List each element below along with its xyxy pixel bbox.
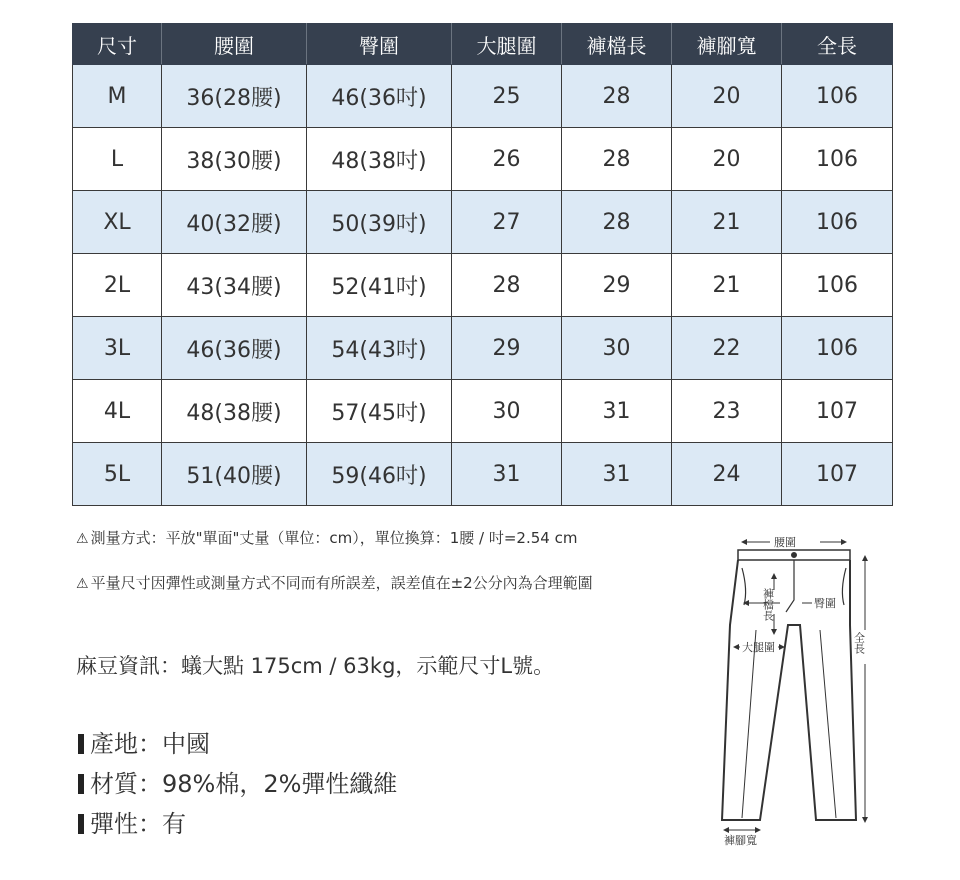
table-cell: 50(39吋) [307,191,452,254]
spec-elasticity [78,804,186,839]
table-cell: 46(36吋) [307,65,452,128]
table-cell: 23 [672,380,782,443]
table-cell: 3L [73,317,162,380]
table-cell: 43(34腰) [162,254,307,317]
bullet-bar-icon [78,814,84,834]
table-cell: 27 [452,191,562,254]
table-cell: 51(40腰) [162,443,307,506]
table-cell: 28 [562,191,672,254]
header-size: 尺寸 [73,24,162,65]
table-row [73,65,893,128]
spec-material-text: 材質：98%棉，2%彈性纖維 [90,770,398,798]
warning-icon: ⚠ [76,576,89,592]
table-cell: 26 [452,128,562,191]
table-cell: 28 [562,128,672,191]
table-cell: 106 [782,128,893,191]
size-table [72,23,893,506]
header-hem: 褲腳寬 [672,24,782,65]
table-cell: 59(46吋) [307,443,452,506]
table-row [73,254,893,317]
table-cell: 2L [73,254,162,317]
table-row [73,317,893,380]
table-cell: 30 [452,380,562,443]
warning-icon: ⚠ [76,531,89,547]
table-header-row [73,24,893,65]
table-cell: 29 [452,317,562,380]
measure-note [76,527,577,548]
spec-material [78,764,397,799]
table-cell: 54(43吋) [307,317,452,380]
table-cell: 106 [782,191,893,254]
tolerance-note [76,572,593,593]
table-cell: 29 [562,254,672,317]
table-cell: 57(45吋) [307,380,452,443]
table-cell: 30 [562,317,672,380]
table-row [73,443,893,506]
table-cell: 22 [672,317,782,380]
table-cell: 106 [782,317,893,380]
measure-note-text: 測量方式：平放"單面"丈量（單位：cm），單位換算：1腰 / 吋=2.54 cm [90,529,578,547]
table-cell: 40(32腰) [162,191,307,254]
pants-diagram [712,530,882,852]
table-cell: 106 [782,254,893,317]
table-cell: 31 [562,443,672,506]
table-cell: 38(30腰) [162,128,307,191]
table-cell: 21 [672,191,782,254]
pants-outline [722,550,856,820]
table-cell: 52(41吋) [307,254,452,317]
table-cell: M [73,65,162,128]
diagram-label-hip: 臀圍 [814,597,836,610]
table-cell: 20 [672,128,782,191]
spec-origin [78,724,210,759]
model-info: 麻豆資訊：蟻大點 175cm / 63kg，示範尺寸L號。 [76,654,555,678]
table-cell: 36(28腰) [162,65,307,128]
table-cell: L [73,128,162,191]
table-cell: 28 [562,65,672,128]
diagram-label-hem: 褲腳寬 [724,834,757,847]
table-cell: XL [73,191,162,254]
table-cell: 48(38腰) [162,380,307,443]
table-cell: 107 [782,380,893,443]
table-row [73,191,893,254]
spec-origin-text: 產地：中國 [90,730,210,758]
header-hip: 臀圍 [307,24,452,65]
table-cell: 25 [452,65,562,128]
diagram-label-crotch: 褲檔長 [761,588,775,621]
diagram-label-waist: 腰圍 [774,536,796,549]
diagram-label-thigh: 大腿圍 [742,641,775,654]
table-cell: 5L [73,443,162,506]
table-cell: 107 [782,443,893,506]
header-crotch: 褲檔長 [562,24,672,65]
spec-elasticity-text: 彈性：有 [90,810,186,838]
table-cell: 28 [452,254,562,317]
tolerance-note-text: 平量尺寸因彈性或測量方式不同而有所誤差，誤差值在±2公分內為合理範圍 [90,574,593,592]
table-cell: 4L [73,380,162,443]
table-cell: 48(38吋) [307,128,452,191]
header-waist: 腰圍 [162,24,307,65]
table-cell: 46(36腰) [162,317,307,380]
header-thigh: 大腿圍 [452,24,562,65]
bullet-bar-icon [78,774,84,794]
table-cell: 20 [672,65,782,128]
table-row [73,380,893,443]
bullet-bar-icon [78,734,84,754]
diagram-label-length: 全長 [852,632,866,654]
table-cell: 21 [672,254,782,317]
table-cell: 31 [562,380,672,443]
table-cell: 31 [452,443,562,506]
table-row [73,128,893,191]
table-cell: 24 [672,443,782,506]
header-length: 全長 [782,24,893,65]
table-cell: 106 [782,65,893,128]
